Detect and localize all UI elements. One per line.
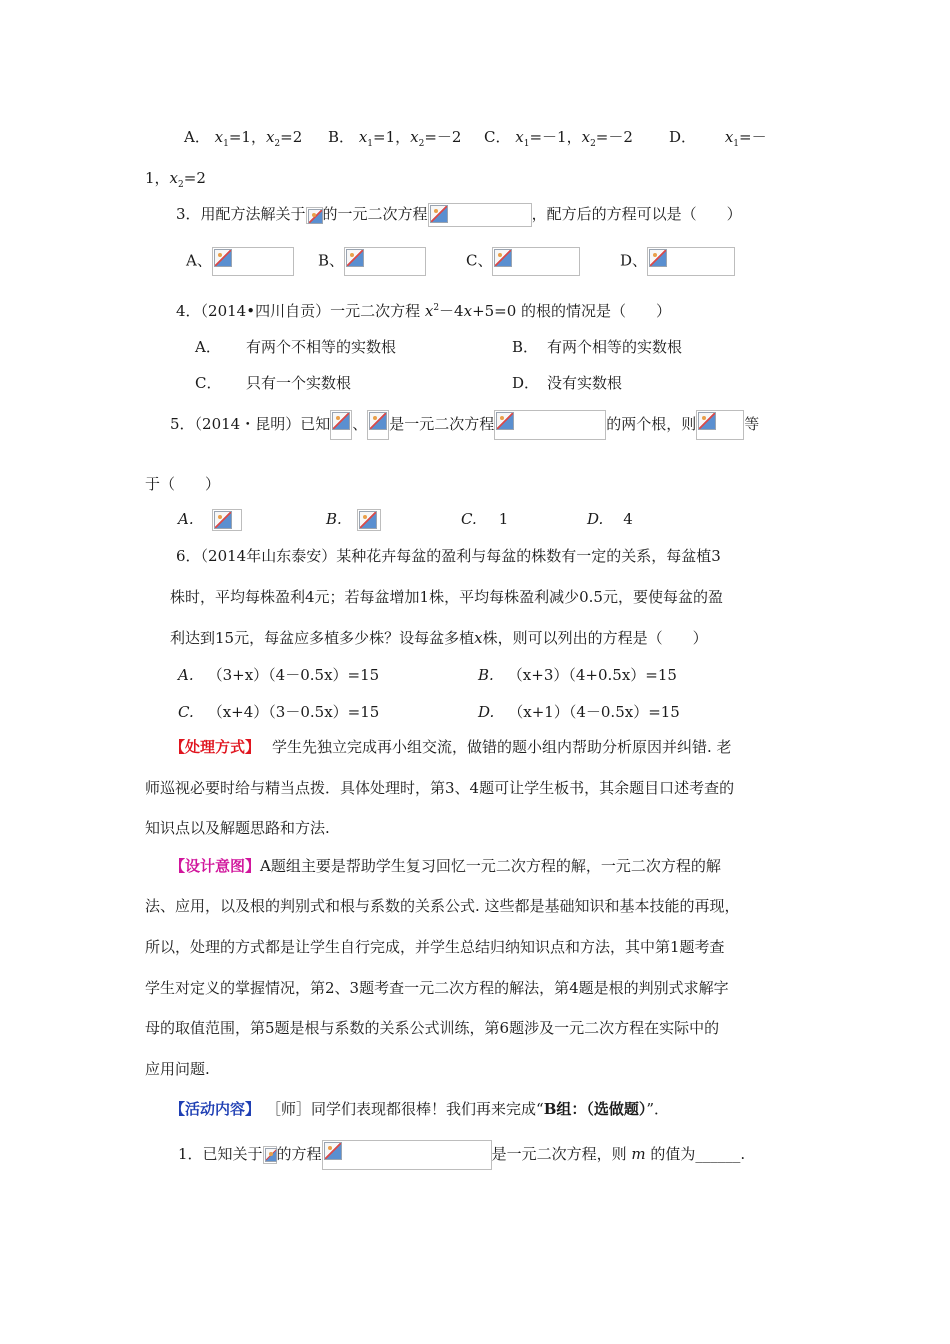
sub: 1 bbox=[223, 139, 229, 149]
activity-line bbox=[170, 1099, 669, 1119]
q2-option-c bbox=[484, 127, 633, 147]
q4-option-a-text: 有两个不相等的实数根 bbox=[246, 338, 397, 356]
design-para-line5: 母的取值范围，第5题是根与系数的关系公式训练，第6题涉及一元二次方程在实际中的 bbox=[145, 1019, 720, 1037]
option-text: （x+1）（4－0.5x）=15 bbox=[508, 703, 680, 721]
para-text: A题组主要是帮助学生复习回忆一元二次方程的解，一元二次方程的解 bbox=[260, 857, 721, 875]
equation-image bbox=[494, 410, 606, 440]
stem-text: +5=0 的根的情况是（ ） bbox=[472, 302, 672, 320]
handling-para-line1 bbox=[170, 737, 732, 757]
sub: 2 bbox=[590, 139, 596, 149]
stem-text: 是一元二次方程 bbox=[389, 415, 495, 433]
stem-text: 的值为______. bbox=[645, 1145, 746, 1163]
var-x: x bbox=[463, 302, 473, 320]
para-text: ［师］同学们表现都很棒！我们再来完成“ bbox=[266, 1100, 544, 1118]
option-label: C. bbox=[461, 510, 477, 528]
value: =－2 bbox=[595, 128, 633, 146]
var-x: x bbox=[515, 128, 524, 146]
option-label: C、 bbox=[466, 251, 493, 270]
q3-stem bbox=[176, 203, 742, 227]
sub: 2 bbox=[418, 139, 425, 149]
q5-option-c bbox=[461, 509, 508, 529]
activity-tag: 【活动内容】 bbox=[170, 1100, 261, 1118]
value: =1， bbox=[228, 128, 266, 146]
stem-text: 5．（2014・昆明）已知 bbox=[170, 415, 331, 433]
broken-image-icon bbox=[496, 412, 514, 430]
stem-text: 是一元二次方程，则 bbox=[491, 1145, 632, 1163]
var-x: x bbox=[474, 629, 483, 647]
stem-text: 4．（2014•四川自贡）一元二次方程 bbox=[176, 302, 425, 320]
stem-text: 的方程 bbox=[276, 1145, 322, 1163]
q5-stem bbox=[170, 410, 759, 440]
option-label: B. bbox=[478, 666, 494, 684]
option-label: A. bbox=[178, 510, 194, 528]
sub: 1 bbox=[733, 139, 740, 149]
option-label: B. bbox=[326, 510, 342, 528]
q6-stem-line1: 6．（2014年山东泰安）某种花卉每盆的盈利与每盆的株数有一定的关系，每盆植3 bbox=[176, 547, 721, 565]
value: =1， bbox=[373, 128, 411, 146]
q3-option-a bbox=[186, 247, 294, 276]
stem-text: 利达到15元，每盆应多植多少株？设每盆多植 bbox=[170, 629, 475, 647]
q6-option-b bbox=[478, 665, 677, 685]
var-x: x bbox=[581, 128, 591, 146]
sub: 2 bbox=[178, 180, 184, 190]
broken-image-icon bbox=[324, 1142, 342, 1160]
para-text: 学生先独立完成再小组交流，做错的题小组内帮助分析原因并纠错. 老 bbox=[272, 738, 732, 756]
value: =－ bbox=[739, 128, 767, 146]
q5-option-d bbox=[587, 509, 633, 529]
option-text: （x+4）（3－0.5x）=15 bbox=[207, 703, 380, 721]
stem-text: 的一元二次方程 bbox=[322, 205, 428, 223]
q4-option-d-text: 没有实数根 bbox=[547, 374, 623, 392]
option-label: D、 bbox=[620, 251, 648, 270]
var-x: x bbox=[169, 169, 179, 187]
broken-image-icon bbox=[430, 205, 448, 223]
broken-image-icon bbox=[332, 412, 350, 430]
broken-image-icon bbox=[359, 511, 377, 529]
design-para-line4: 学生对定义的掌握情况，第2、3题考查一元二次方程的解法，第4题是根的判别式求解字 bbox=[145, 979, 729, 997]
q4-option-c: C． bbox=[195, 374, 222, 392]
sub: 1 bbox=[523, 139, 530, 149]
option-image bbox=[344, 247, 426, 276]
option-label: A、 bbox=[186, 251, 212, 270]
q4-option-b-text: 有两个相等的实数根 bbox=[547, 338, 683, 356]
handling-para-line3: 知识点以及解题思路和方法. bbox=[145, 819, 330, 837]
value: =－1， bbox=[529, 128, 582, 146]
sub: 2 bbox=[274, 139, 281, 149]
var-x: x bbox=[265, 128, 275, 146]
option-label: C． bbox=[484, 128, 511, 146]
q4-option-b: B． bbox=[512, 338, 539, 356]
broken-image-icon bbox=[369, 412, 387, 430]
root-image bbox=[330, 410, 352, 440]
root-image bbox=[367, 410, 389, 440]
q6-stem-line2: 株时，平均每株盈利4元；若每盆增加1株，平均每株盈利减少0.5元，要使每盆的盈 bbox=[170, 588, 723, 606]
sup: 2 bbox=[433, 303, 440, 313]
stem-text: 、 bbox=[352, 415, 368, 433]
option-image bbox=[212, 247, 294, 276]
var-x: x bbox=[358, 128, 368, 146]
q3-option-c bbox=[466, 247, 580, 276]
broken-image-icon bbox=[698, 412, 716, 430]
var-x: x bbox=[724, 128, 734, 146]
section-name: B组：（选做题） bbox=[543, 1100, 647, 1118]
q6-option-c bbox=[178, 702, 379, 722]
option-image bbox=[492, 247, 580, 276]
var-x: x bbox=[424, 302, 434, 320]
option-label: D． bbox=[669, 128, 697, 146]
option-label: B、 bbox=[318, 251, 345, 270]
para-text: ”． bbox=[646, 1100, 670, 1118]
design-para-line6: 应用问题. bbox=[145, 1060, 210, 1078]
stem-text: 等 bbox=[744, 415, 760, 433]
option-value: 4 bbox=[623, 510, 633, 528]
design-para-line3: 所以，处理的方式都是让学生自行完成，并学生总结归纳知识点和方法，其中第1题考查 bbox=[145, 938, 725, 956]
equation-image bbox=[322, 1140, 492, 1170]
option-label: D. bbox=[478, 703, 495, 721]
q2-option-d bbox=[669, 127, 767, 147]
stem-text: 3．用配方法解关于 bbox=[176, 205, 306, 223]
q5-option-a bbox=[178, 509, 242, 531]
option-label: A. bbox=[178, 666, 194, 684]
value: =2 bbox=[280, 128, 303, 146]
q2-option-b bbox=[328, 127, 461, 147]
var-m: m bbox=[631, 1145, 646, 1163]
option-label: D. bbox=[587, 510, 604, 528]
broken-image-icon bbox=[214, 249, 232, 267]
q5-option-b bbox=[326, 509, 381, 531]
broken-image-icon bbox=[265, 1148, 277, 1162]
broken-image-icon bbox=[308, 209, 323, 224]
broken-image-icon bbox=[649, 249, 667, 267]
q5-stem-cont: 于（ ） bbox=[145, 475, 221, 493]
b1-stem bbox=[178, 1140, 745, 1170]
option-image bbox=[212, 509, 242, 531]
option-image bbox=[357, 509, 381, 531]
q6-option-a bbox=[178, 665, 379, 685]
q6-stem-line3 bbox=[170, 628, 708, 648]
value: =－2 bbox=[424, 128, 462, 146]
q4-option-d: D． bbox=[512, 374, 540, 392]
broken-image-icon bbox=[306, 207, 323, 224]
option-label: A． bbox=[195, 338, 221, 356]
stem-text: －4 bbox=[439, 302, 464, 320]
option-label: B． bbox=[328, 128, 355, 146]
handling-tag: 【处理方式】 bbox=[170, 738, 261, 756]
var-x: x bbox=[214, 128, 224, 146]
var-x: x bbox=[410, 128, 419, 146]
q3-option-d bbox=[620, 247, 735, 276]
q4-option-a bbox=[195, 337, 221, 357]
stem-text: 的两个根，则 bbox=[606, 415, 697, 433]
variable-image bbox=[263, 1146, 277, 1164]
q2-option-a bbox=[184, 127, 302, 147]
option-label: A． bbox=[184, 128, 210, 146]
broken-image-icon bbox=[494, 249, 512, 267]
q6-option-d bbox=[478, 702, 680, 722]
option-value: 1 bbox=[498, 510, 509, 528]
option-text: （3+x）（4－0.5x）=15 bbox=[207, 666, 380, 684]
stem-text: 株，则可以列出的方程是（ ） bbox=[482, 629, 708, 647]
stem-text: 1．已知关于 bbox=[178, 1145, 263, 1163]
sub: 1 bbox=[367, 139, 374, 149]
design-para-line2: 法、应用，以及根的判别式和根与系数的关系公式. 这些都是基础知识和基本技能的再现， bbox=[145, 897, 740, 915]
handling-para-line2: 师巡视必要时给与精当点拨．具体处理时，第3、4题可让学生板书，其余题目口述考查的 bbox=[145, 779, 735, 797]
value: 1， bbox=[145, 169, 170, 187]
broken-image-icon bbox=[346, 249, 364, 267]
q4-option-c-text: 只有一个实数根 bbox=[246, 374, 352, 392]
option-image bbox=[647, 247, 735, 276]
expression-image bbox=[696, 410, 744, 440]
stem-text: ，配方后的方程可以是（ ） bbox=[531, 205, 742, 223]
design-para-line1 bbox=[170, 856, 721, 876]
option-label: C. bbox=[178, 703, 194, 721]
q2-option-d-cont bbox=[145, 168, 206, 188]
equation-image bbox=[428, 203, 532, 227]
q3-option-b bbox=[318, 247, 426, 276]
broken-image-icon bbox=[214, 511, 232, 529]
option-text: （x+3）（4+0.5x）=15 bbox=[507, 666, 677, 684]
value: =2 bbox=[183, 169, 206, 187]
q4-stem bbox=[176, 301, 671, 321]
design-tag: 【设计意图】 bbox=[170, 857, 261, 875]
